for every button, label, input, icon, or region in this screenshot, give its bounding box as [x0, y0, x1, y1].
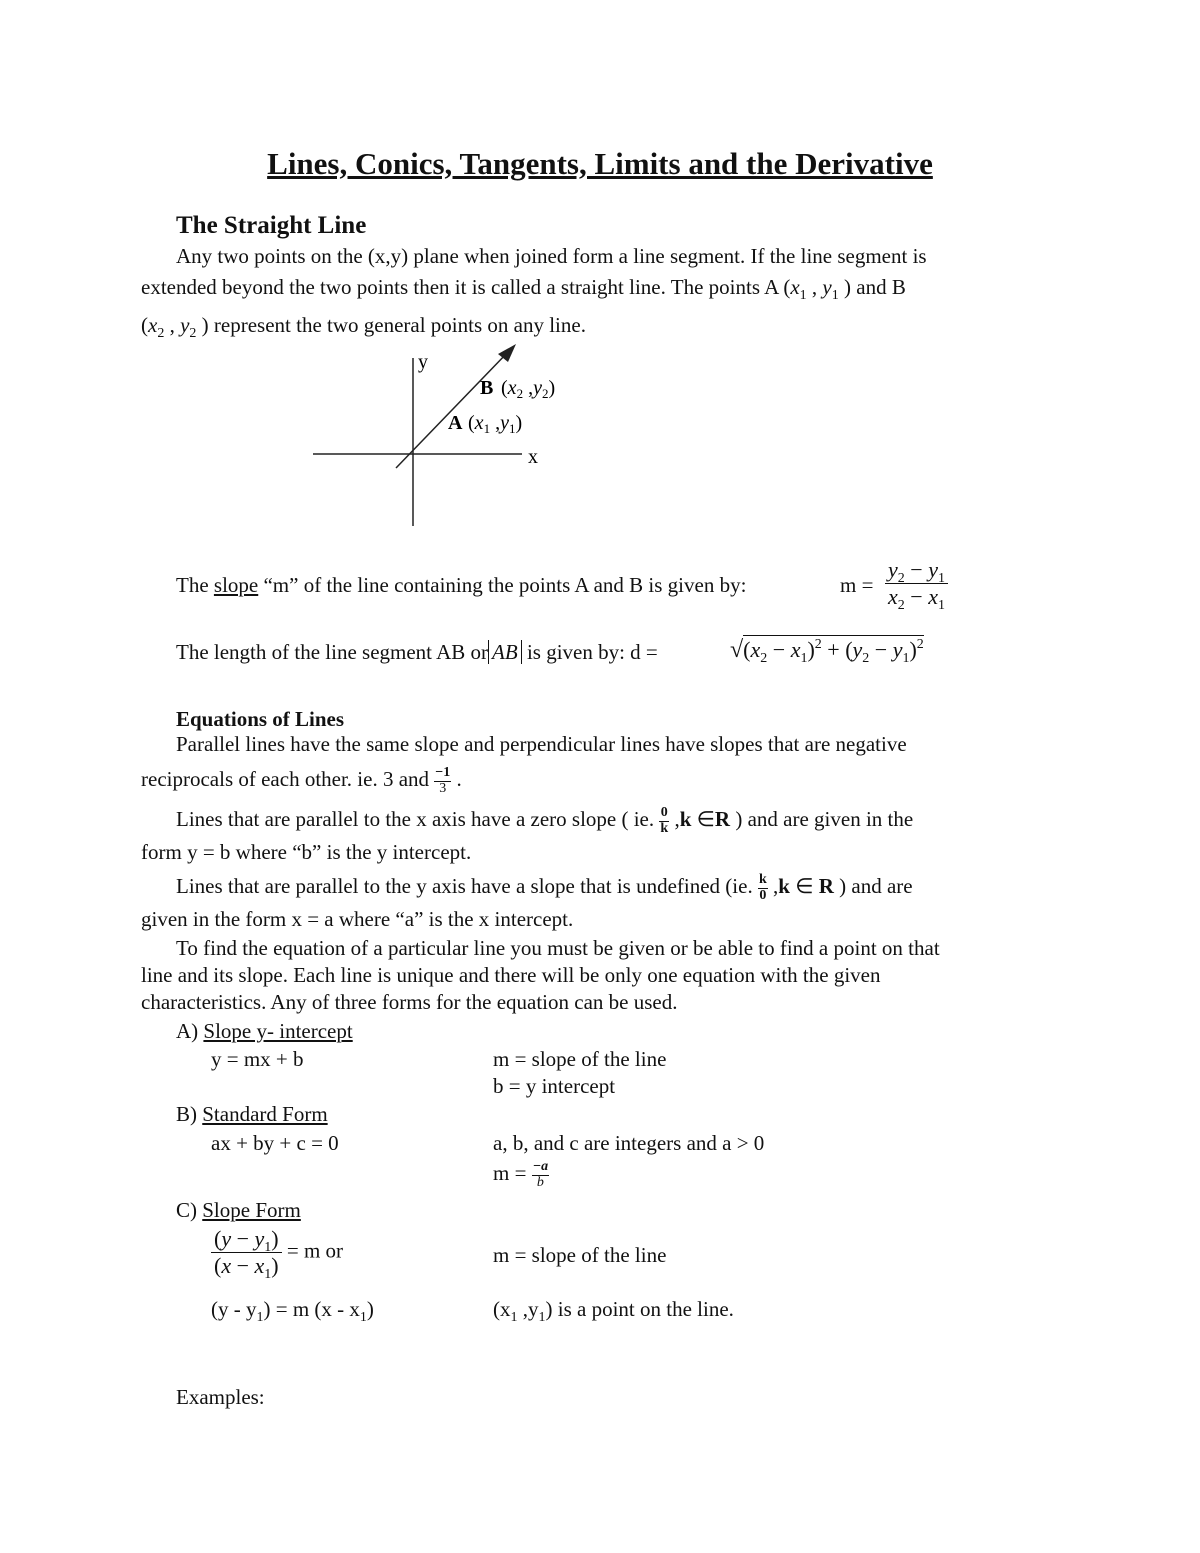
section-heading-straight-line: The Straight Line — [176, 212, 367, 239]
paragraph-line: ($x_2$ , $y_2$ ) represent the two general points on any line. — [141, 313, 586, 341]
slope-m-label: m = — [840, 573, 874, 597]
form-a-note: b = y intercept — [493, 1074, 616, 1098]
slope-formula: $\frac{y_2 - y_1}{x_2 - x_1}$ — [885, 559, 948, 608]
page-title: Lines, Conics, Tangents, Limits and the Derivative — [267, 146, 933, 181]
point-a-label: A — [448, 412, 463, 434]
point-a-coords: ($x_1$ $,y_1$) — [468, 412, 523, 436]
paragraph-line: Lines that are parallel to the y axis have a slope that is undefined (ie. $\frac{k}{0}$ ,k ∈ R ) and are — [176, 872, 913, 903]
examples-heading: Examples: — [176, 1385, 265, 1409]
paragraph-line: line and its slope. Each line is unique and there will be only one equation with the given — [141, 963, 881, 987]
form-a-heading: A) Slope y- intercept — [176, 1019, 353, 1043]
form-b-heading: B) Standard Form — [176, 1102, 328, 1126]
paragraph-line: To find the equation of a particular line you must be given or be able to find a point on that — [176, 936, 940, 960]
form-b-slope: m = $\frac{-a}{b}$ — [493, 1159, 549, 1190]
section-heading-equations: Equations of Lines — [176, 707, 345, 731]
line-diagram — [300, 340, 620, 540]
form-a-note: m = slope of the line — [493, 1047, 667, 1071]
length-sentence: The length of the line segment AB or AB is given by: d = — [176, 640, 658, 664]
form-c-note: ($x_1$ $,y_1$) is a point on the line. — [493, 1297, 734, 1325]
x-axis-label: x — [528, 446, 538, 468]
paragraph-line: Any two points on the (x,y) plane when joined form a line segment. If the line segment is — [176, 244, 927, 268]
form-c-equation-2: $(y - y_1) = m$ $(x - x_1)$ — [211, 1297, 374, 1325]
y-axis-label: y — [418, 351, 428, 373]
paragraph-line: extended beyond the two points then it is called a straight line. The points A ($x_1$ , $y_1$ ) and B — [141, 275, 906, 303]
paragraph-line: Parallel lines have the same slope and perpendicular lines have slopes that are negative — [176, 732, 907, 756]
form-a-equation: y = mx + b — [211, 1047, 304, 1071]
paragraph-line: form y = b where “b” is the y intercept. — [141, 840, 472, 864]
paragraph-line: Lines that are parallel to the x axis have a zero slope ( ie. $\frac{0}{k}$ ,k ∈R ) and are given in the — [176, 805, 914, 836]
point-b-label: B — [480, 377, 494, 399]
form-b-equation: ax + by + c = 0 — [211, 1131, 339, 1155]
form-b-note: a, b, and c are integers and a > 0 — [493, 1131, 765, 1155]
point-b-coords: ($x_2$ $,y_2$) — [501, 377, 556, 401]
paragraph-line: characteristics. Any of three forms for the equation can be used. — [141, 990, 678, 1014]
distance-formula: $√(x_2 - x_1)^2 + (y_2 - y_1)^2$ — [730, 637, 924, 666]
form-c-heading: C) Slope Form — [176, 1198, 301, 1222]
paragraph-line: given in the form x = a where “a” is the x intercept. — [141, 907, 574, 931]
form-c-equation: $\frac{(y - y_1)}{(x - x_1)}$ = m or — [211, 1228, 343, 1277]
paragraph-line: reciprocals of each other. ie. 3 and $\frac{-1}{3}$ . — [141, 765, 462, 796]
slope-sentence: The slope “m” of the line containing the points A and B is given by: — [176, 573, 747, 597]
form-c-note: m = slope of the line — [493, 1243, 667, 1267]
